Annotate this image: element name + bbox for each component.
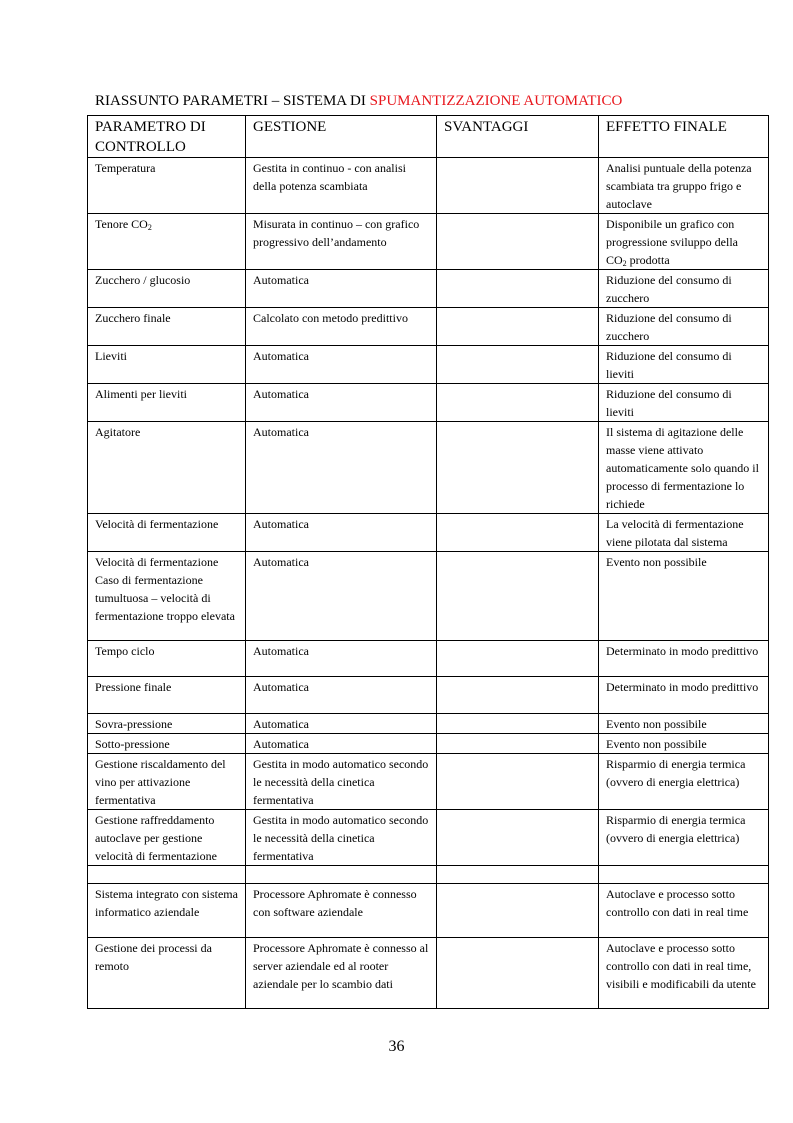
cell-parametro-text: Sistema integrato con sistema informatico aziendale bbox=[95, 887, 238, 919]
cell-svantaggi bbox=[437, 677, 599, 714]
cell-gestione-text: Automatica bbox=[253, 425, 309, 439]
cell-effetto bbox=[599, 938, 769, 1009]
cell-svantaggi bbox=[437, 734, 599, 754]
cell-effetto bbox=[599, 641, 769, 677]
cell-effetto-subscript: 2 bbox=[622, 259, 627, 268]
cell-parametro bbox=[88, 641, 246, 677]
cell-gestione bbox=[246, 214, 437, 270]
cell-effetto-text: Riduzione del consumo di zucchero bbox=[606, 311, 732, 343]
cell-parametro bbox=[88, 677, 246, 714]
cell-gestione bbox=[246, 866, 437, 884]
cell-effetto-text: Evento non possibile bbox=[606, 717, 707, 731]
cell-parametro bbox=[88, 734, 246, 754]
cell-gestione-text: Calcolato con metodo predittivo bbox=[253, 311, 408, 325]
cell-effetto bbox=[599, 714, 769, 734]
cell-gestione bbox=[246, 422, 437, 514]
table-row bbox=[88, 384, 769, 422]
cell-gestione bbox=[246, 158, 437, 214]
cell-effetto bbox=[599, 884, 769, 938]
cell-parametro bbox=[88, 552, 246, 641]
cell-parametro bbox=[88, 422, 246, 514]
cell-parametro bbox=[88, 884, 246, 938]
cell-svantaggi bbox=[437, 810, 599, 866]
cell-parametro bbox=[88, 754, 246, 810]
cell-gestione bbox=[246, 308, 437, 346]
cell-effetto-text: Riduzione del consumo di zucchero bbox=[606, 273, 732, 305]
cell-svantaggi bbox=[437, 422, 599, 514]
cell-effetto bbox=[599, 346, 769, 384]
cell-effetto bbox=[599, 514, 769, 552]
cell-effetto-text: Riduzione del consumo di lieviti bbox=[606, 349, 732, 381]
cell-parametro-text: Zucchero finale bbox=[95, 311, 171, 325]
cell-gestione-text: Automatica bbox=[253, 555, 309, 569]
cell-parametro-text: Alimenti per lieviti bbox=[95, 387, 187, 401]
cell-gestione-text: Gestita in modo automatico secondo le necessità della cinetica fermentativa bbox=[253, 757, 429, 807]
cell-gestione bbox=[246, 677, 437, 714]
cell-effetto bbox=[599, 810, 769, 866]
header-parametro: PARAMETRO DI CONTROLLO bbox=[88, 116, 246, 158]
cell-svantaggi bbox=[437, 346, 599, 384]
cell-parametro bbox=[88, 810, 246, 866]
cell-gestione bbox=[246, 641, 437, 677]
cell-parametro bbox=[88, 158, 246, 214]
cell-parametro-subscript: 2 bbox=[147, 223, 152, 232]
cell-effetto-text: Analisi puntuale della potenza scambiata tra gruppo frigo e autoclave bbox=[606, 161, 752, 211]
cell-effetto-text: Autoclave e processo sotto controllo con dati in real time bbox=[606, 887, 749, 919]
table-row bbox=[88, 884, 769, 938]
cell-gestione bbox=[246, 552, 437, 641]
cell-effetto-text: Determinato in modo predittivo bbox=[606, 680, 759, 694]
cell-svantaggi bbox=[437, 214, 599, 270]
cell-parametro-text: Sotto-pressione bbox=[95, 737, 170, 751]
table-row bbox=[88, 552, 769, 641]
cell-effetto bbox=[599, 552, 769, 641]
cell-effetto bbox=[599, 214, 769, 270]
cell-parametro-text: Velocità di fermentazione bbox=[95, 517, 219, 531]
cell-gestione-text: Automatica bbox=[253, 644, 309, 658]
cell-gestione-text: Automatica bbox=[253, 517, 309, 531]
cell-gestione bbox=[246, 270, 437, 308]
cell-effetto bbox=[599, 866, 769, 884]
cell-gestione bbox=[246, 734, 437, 754]
cell-parametro-text: Zucchero / glucosio bbox=[95, 273, 191, 287]
table-header-row bbox=[88, 116, 769, 158]
table-row bbox=[88, 514, 769, 552]
cell-effetto-text: Evento non possibile bbox=[606, 555, 707, 569]
table-row bbox=[88, 308, 769, 346]
cell-effetto bbox=[599, 734, 769, 754]
cell-parametro-text: Lieviti bbox=[95, 349, 127, 363]
page-number: 36 bbox=[388, 1038, 405, 1055]
header-gestione: GESTIONE bbox=[246, 116, 437, 158]
cell-gestione bbox=[246, 810, 437, 866]
cell-gestione-text: Processore Aphromate è connesso al server aziendale ed al rooter aziendale per lo scambio dati bbox=[253, 941, 429, 991]
cell-gestione bbox=[246, 884, 437, 938]
cell-gestione-text: Gestita in modo automatico secondo le necessità della cinetica fermentativa bbox=[253, 813, 429, 863]
cell-effetto-text: Risparmio di energia termica (ovvero di energia elettrica) bbox=[606, 757, 746, 789]
cell-parametro-text: Pressione finale bbox=[95, 680, 172, 694]
cell-gestione bbox=[246, 346, 437, 384]
cell-parametro-text: Gestione riscaldamento del vino per attivazione fermentativa bbox=[95, 757, 226, 807]
title-prefix: RIASSUNTO PARAMETRI – SISTEMA DI bbox=[95, 93, 370, 109]
cell-svantaggi bbox=[437, 514, 599, 552]
cell-effetto-text: Risparmio di energia termica (ovvero di energia elettrica) bbox=[606, 813, 746, 845]
cell-effetto bbox=[599, 270, 769, 308]
cell-svantaggi bbox=[437, 641, 599, 677]
cell-effetto bbox=[599, 384, 769, 422]
cell-gestione-text: Processore Aphromate è connesso con software aziendale bbox=[253, 887, 417, 919]
cell-gestione-text: Automatica bbox=[253, 349, 309, 363]
cell-gestione bbox=[246, 714, 437, 734]
cell-gestione bbox=[246, 754, 437, 810]
cell-parametro-text: Temperatura bbox=[95, 161, 156, 175]
cell-effetto-text: La velocità di fermentazione viene pilotata dal sistema bbox=[606, 517, 744, 549]
cell-parametro-text: Tenore CO bbox=[95, 217, 148, 231]
cell-gestione-text: Automatica bbox=[253, 737, 309, 751]
cell-parametro bbox=[88, 714, 246, 734]
cell-svantaggi bbox=[437, 270, 599, 308]
table-row bbox=[88, 158, 769, 214]
cell-effetto bbox=[599, 422, 769, 514]
cell-parametro bbox=[88, 346, 246, 384]
table-row bbox=[88, 270, 769, 308]
table-row bbox=[88, 214, 769, 270]
cell-parametro-text: Sovra-pressione bbox=[95, 717, 173, 731]
cell-svantaggi bbox=[437, 884, 599, 938]
cell-effetto-text: Il sistema di agitazione delle masse viene attivato automaticamente solo quando il processo di fermentazione lo richiede bbox=[606, 425, 759, 511]
cell-svantaggi bbox=[437, 714, 599, 734]
table-row bbox=[88, 714, 769, 734]
cell-gestione-text: Automatica bbox=[253, 387, 309, 401]
cell-effetto-tail: prodotta bbox=[626, 253, 670, 267]
cell-parametro-text: Gestione dei processi da remoto bbox=[95, 941, 212, 973]
cell-gestione bbox=[246, 384, 437, 422]
table-row bbox=[88, 938, 769, 1009]
cell-svantaggi bbox=[437, 938, 599, 1009]
cell-gestione-text: Automatica bbox=[253, 717, 309, 731]
title-highlight: SPUMANTIZZAZIONE AUTOMATICO bbox=[369, 93, 623, 109]
cell-gestione bbox=[246, 514, 437, 552]
cell-parametro bbox=[88, 308, 246, 346]
table-row bbox=[88, 422, 769, 514]
cell-effetto-text: Autoclave e processo sotto controllo con dati in real time, visibili e modificabili da utente bbox=[606, 941, 756, 991]
cell-parametro bbox=[88, 514, 246, 552]
table-row bbox=[88, 641, 769, 677]
cell-parametro bbox=[88, 270, 246, 308]
cell-svantaggi bbox=[437, 384, 599, 422]
cell-parametro bbox=[88, 866, 246, 884]
cell-svantaggi bbox=[437, 158, 599, 214]
table-row bbox=[88, 677, 769, 714]
cell-parametro-text: Velocità di fermentazione Caso di fermentazione tumultuosa – velocità di fermentazione troppo elevata bbox=[95, 555, 235, 623]
cell-effetto-text: Evento non possibile bbox=[606, 737, 707, 751]
cell-parametro bbox=[88, 384, 246, 422]
table-row bbox=[88, 754, 769, 810]
cell-gestione-text: Misurata in continuo – con grafico progressivo dell’andamento bbox=[253, 217, 420, 249]
cell-svantaggi bbox=[437, 552, 599, 641]
cell-svantaggi bbox=[437, 866, 599, 884]
header-effetto: EFFETTO FINALE bbox=[599, 116, 769, 158]
cell-parametro bbox=[88, 214, 246, 270]
cell-parametro-text: Agitatore bbox=[95, 425, 141, 439]
table-row bbox=[88, 810, 769, 866]
cell-svantaggi bbox=[437, 308, 599, 346]
cell-parametro-text: Tempo ciclo bbox=[95, 644, 155, 658]
table-row bbox=[88, 346, 769, 384]
cell-gestione-text: Gestita in continuo - con analisi della potenza scambiata bbox=[253, 161, 406, 193]
cell-effetto bbox=[599, 754, 769, 810]
cell-gestione-text: Automatica bbox=[253, 273, 309, 287]
parameters-table bbox=[87, 115, 769, 1009]
header-svantaggi: SVANTAGGI bbox=[437, 116, 599, 158]
cell-effetto bbox=[599, 308, 769, 346]
table-row bbox=[88, 734, 769, 754]
table-row bbox=[88, 866, 769, 884]
cell-effetto-text: Determinato in modo predittivo bbox=[606, 644, 759, 658]
cell-gestione bbox=[246, 938, 437, 1009]
cell-effetto bbox=[599, 158, 769, 214]
cell-effetto-text: Disponibile un grafico con progressione sviluppo della CO bbox=[606, 217, 738, 267]
cell-effetto-text: Riduzione del consumo di lieviti bbox=[606, 387, 732, 419]
cell-parametro bbox=[88, 938, 246, 1009]
cell-effetto bbox=[599, 677, 769, 714]
cell-gestione-text: Automatica bbox=[253, 680, 309, 694]
cell-parametro-text: Gestione raffreddamento autoclave per gestione velocità di fermentazione bbox=[95, 813, 217, 863]
cell-svantaggi bbox=[437, 754, 599, 810]
table-title bbox=[95, 93, 622, 110]
